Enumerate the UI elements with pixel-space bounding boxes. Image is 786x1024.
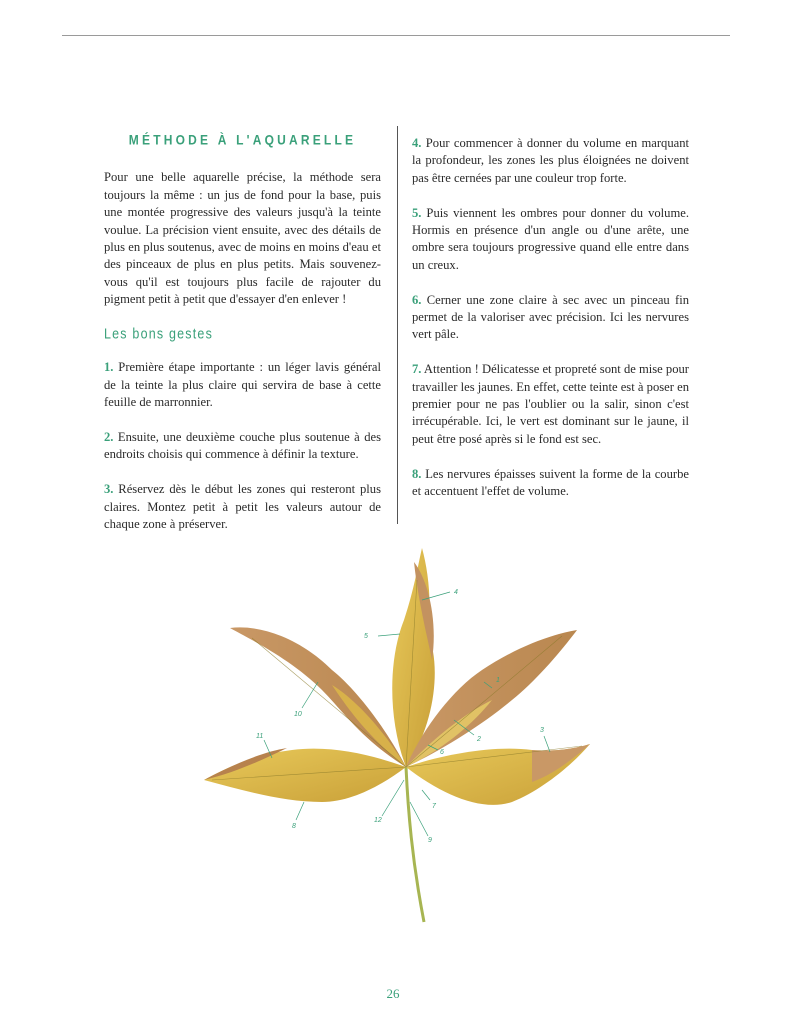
column-divider	[397, 126, 398, 524]
step-text: Ensuite, une deuxième couche plus soutenue à des endroits choisis qui commence à définir la texture.	[104, 430, 381, 462]
step-1	[104, 359, 381, 411]
step-8	[412, 466, 689, 501]
callout-label-1: 1	[496, 677, 500, 684]
leaf-stem	[406, 767, 424, 922]
step-text: Puis viennent les ombres pour donner du volume. Hormis en présence d'un angle ou d'une arête, une ombre sera toujours progressive quand elle entre dans un creux.	[412, 205, 689, 272]
callout-label-7: 7	[432, 803, 436, 810]
step-text: Première étape importante : un léger lavis général de la teinte la plus claire qui servira de base à cette feuille de marronnier.	[104, 360, 381, 410]
section-title: MÉTHODE À L'AQUARELLE	[128, 131, 357, 148]
subheading: Les bons gestes	[104, 325, 214, 342]
intro-paragraph: Pour une belle aquarelle précise, la méthode sera toujours la même : un jus de fond pour la base, puis une montée progressive des valeurs jusqu'à la teinte voulue. La précision vient ensuite, avec des détails de plus en plus soutenus, avec de moins en moins d'eau et des pinceaux de plus en plus petits. Mais souvenez-vous qu'il est toujours plus facile de rajouter du pigment petit à petit que d'essayer d'en enlever !	[104, 170, 381, 307]
callout-label-12: 12	[374, 817, 382, 824]
left-column	[104, 132, 381, 551]
step-number: 5.	[412, 205, 422, 220]
step-number: 4.	[412, 136, 422, 150]
leaflet-right-tip	[532, 744, 590, 782]
step-3	[104, 481, 381, 533]
callout-label-8: 8	[292, 823, 296, 830]
leaf-illustration	[192, 540, 602, 930]
step-number: 6.	[412, 292, 422, 307]
step-6	[412, 292, 689, 344]
step-number: 2.	[104, 430, 114, 445]
page-number: 26	[386, 986, 400, 1001]
callout-label-10: 10	[294, 711, 302, 718]
step-number: 8.	[412, 466, 422, 481]
step-7	[412, 361, 689, 448]
callout-label-2: 2	[477, 736, 481, 743]
step-number: 1.	[104, 360, 114, 375]
callout-label-9: 9	[428, 837, 432, 844]
step-text: Cerner une zone claire à sec avec un pinceau fin permet de la valoriser avec précision. Ici les nervures vert pâle.	[412, 292, 689, 342]
callout-label-11: 11	[256, 733, 264, 740]
leaf-drawing	[192, 540, 602, 930]
leaflet-upper-left	[230, 627, 406, 767]
step-4	[412, 135, 689, 187]
callout-label-5: 5	[364, 633, 368, 640]
step-2	[104, 429, 381, 464]
leaflet-left	[204, 749, 406, 802]
callout-label-6: 6	[440, 749, 444, 756]
callout-label-3: 3	[540, 727, 544, 734]
callout-label-4: 4	[454, 589, 458, 596]
right-column	[412, 135, 689, 518]
step-text: Les nervures épaisses suivent la forme de la courbe et accentuent l'effet de volume.	[412, 466, 689, 499]
step-5	[412, 205, 689, 275]
top-rule	[62, 35, 730, 36]
step-number: 7.	[412, 362, 422, 377]
step-text: Réservez dès le début les zones qui resteront plus claires. Montez petit à petit les valeurs autour de chaque zone à préserver.	[104, 482, 381, 532]
step-text: Attention ! Délicatesse et propreté sont de mise pour travailler les jaunes. En effet, cette teinte est à poser en premier pour ne pas l'oublier ou la salir, sinon c'est irrécupérable. Ici, le vert est dominant sur le jaune, il peut être posé après si le fond est sec.	[412, 362, 689, 446]
step-number: 3.	[104, 482, 114, 497]
step-text: Pour commencer à donner du volume en marquant la profondeur, les zones les plus éloignées ne doivent pas être cernées par une couleur trop forte.	[412, 136, 689, 185]
